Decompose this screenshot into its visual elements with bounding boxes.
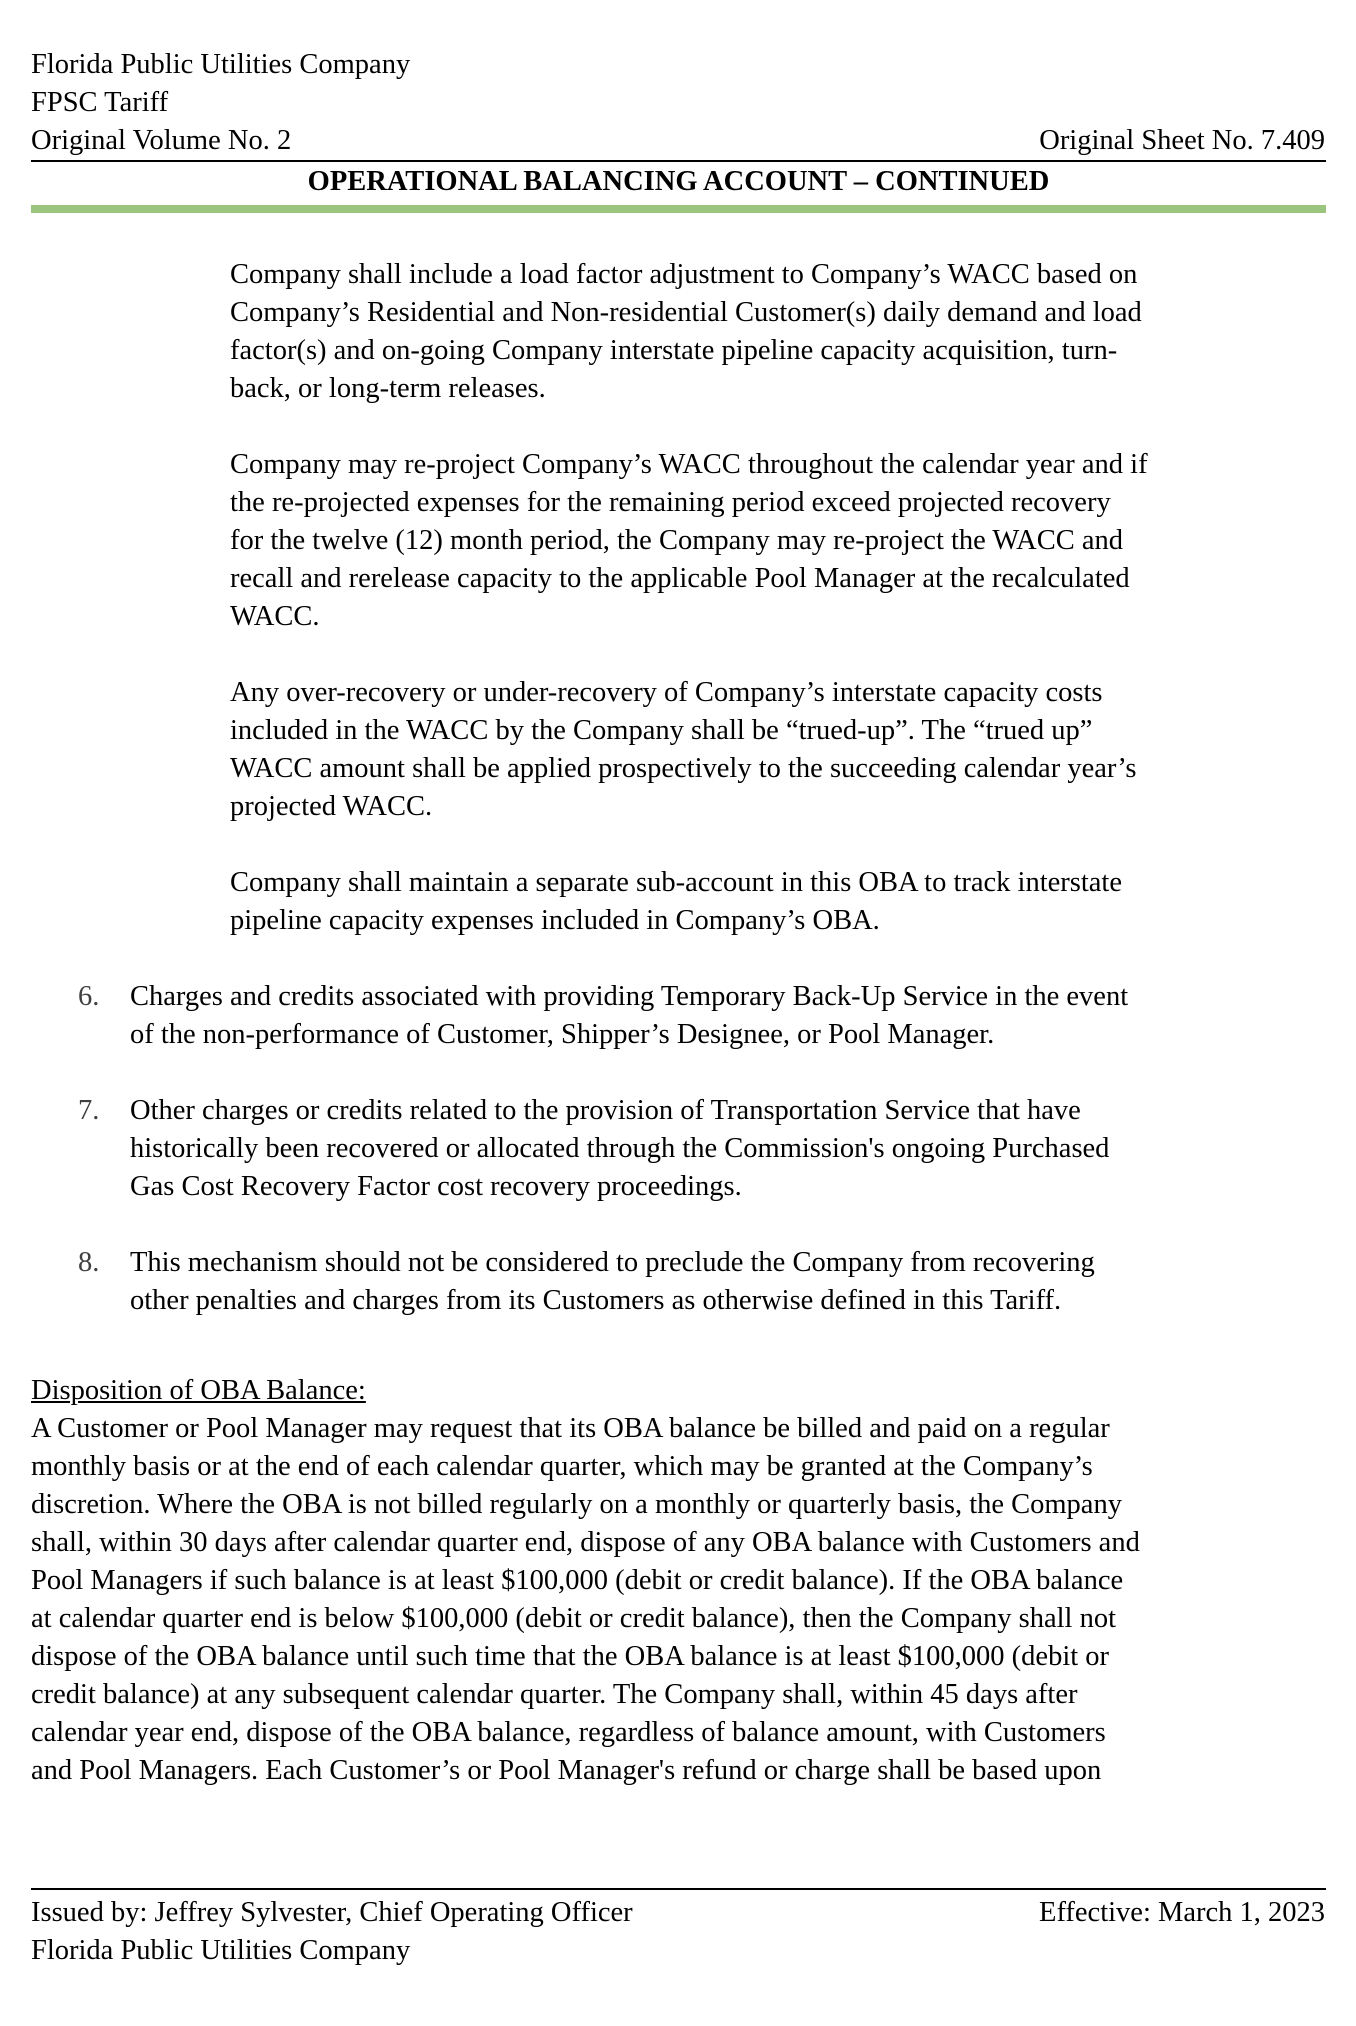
header-tariff: FPSC Tariff	[31, 87, 169, 118]
list-item-line: This mechanism should not be considered to preclude the Company from recovering	[130, 1247, 1095, 1278]
list-item-line: Charges and credits associated with providing Temporary Back-Up Service in the event	[130, 981, 1129, 1012]
paragraph-line: pipeline capacity expenses included in Company’s OBA.	[230, 905, 880, 936]
disposition-line: and Pool Managers. Each Customer’s or Pool Manager's refund or charge shall be based upon	[31, 1755, 1102, 1786]
disposition-body	[31, 1410, 1140, 1790]
list-item-number: 6.	[78, 981, 100, 1012]
header-sheet-number: Original Sheet No. 7.409	[1039, 125, 1325, 156]
section-title: OPERATIONAL BALANCING ACCOUNT – CONTINUED	[307, 166, 1050, 197]
paragraph-line: back, or long-term releases.	[230, 373, 546, 404]
disposition-line: calendar year end, dispose of the OBA balance, regardless of balance amount, with Customers	[31, 1717, 1106, 1748]
list-item-text	[130, 1092, 1109, 1206]
paragraph-true-up	[230, 674, 1326, 826]
paragraph-line: Company shall maintain a separate sub-account in this OBA to track interstate	[230, 867, 1122, 898]
disposition-line: dispose of the OBA balance until such time that the OBA balance is at least $100,000 (debit or	[31, 1641, 1110, 1672]
disposition-heading: Disposition of OBA Balance:	[31, 1375, 366, 1406]
paragraph-sub-account	[230, 864, 1326, 940]
paragraph-line: factor(s) and on-going Company interstate pipeline capacity acquisition, turn-	[230, 335, 1118, 366]
paragraph-line: the re-projected expenses for the remaining period exceed projected recovery	[230, 487, 1111, 518]
list-item-text	[130, 978, 1128, 1054]
list-item-line: of the non-performance of Customer, Shipper’s Designee, or Pool Manager.	[130, 1019, 995, 1050]
disposition-line: shall, within 30 days after calendar quarter end, dispose of any OBA balance with Customers and	[31, 1527, 1140, 1558]
paragraph-line: Company’s Residential and Non-residential Customer(s) daily demand and load	[230, 297, 1142, 328]
list-item-number: 8.	[78, 1247, 100, 1278]
list-item-number: 7.	[78, 1095, 100, 1126]
list-item-line: historically been recovered or allocated through the Commission's ongoing Purchased	[130, 1133, 1110, 1164]
paragraph-line: Company may re-project Company’s WACC throughout the calendar year and if	[230, 449, 1148, 480]
header-volume: Original Volume No. 2	[31, 125, 292, 156]
disposition-line: Pool Managers if such balance is at least $100,000 (debit or credit balance). If the OBA balance	[31, 1565, 1124, 1596]
disposition-line: discretion. Where the OBA is not billed regularly on a monthly or quarterly basis, the Company	[31, 1489, 1122, 1520]
header-divider	[31, 160, 1326, 162]
disposition-line: A Customer or Pool Manager may request that its OBA balance be billed and paid on a regular	[31, 1413, 1110, 1444]
list-item-line: Gas Cost Recovery Factor cost recovery proceedings.	[130, 1171, 742, 1202]
paragraph-line: WACC.	[230, 601, 320, 632]
paragraph-line: projected WACC.	[230, 791, 433, 822]
paragraph-line: WACC amount shall be applied prospectively to the succeeding calendar year’s	[230, 753, 1137, 784]
disposition-line: credit balance) at any subsequent calendar quarter. The Company shall, within 45 days after	[31, 1679, 1078, 1710]
paragraph-line: included in the WACC by the Company shall be “trued-up”. The “trued up”	[230, 715, 1093, 746]
paragraph-line: recall and rerelease capacity to the applicable Pool Manager at the recalculated	[230, 563, 1130, 594]
list-item-line: other penalties and charges from its Customers as otherwise defined in this Tariff.	[130, 1285, 1062, 1316]
paragraph-line: Any over-recovery or under-recovery of Company’s interstate capacity costs	[230, 677, 1103, 708]
disposition-line: at calendar quarter end is below $100,000 (debit or credit balance), then the Company shall not	[31, 1603, 1117, 1634]
footer-effective-date: Effective: March 1, 2023	[1039, 1897, 1325, 1928]
footer-issued-by: Issued by: Jeffrey Sylvester, Chief Operating Officer	[31, 1897, 633, 1928]
footer-divider	[31, 1888, 1326, 1890]
list-item-text	[130, 1244, 1095, 1320]
disposition-line: monthly basis or at the end of each calendar quarter, which may be granted at the Company’s	[31, 1451, 1093, 1482]
paragraph-load-factor	[230, 256, 1326, 408]
paragraph-re-project	[230, 446, 1326, 636]
list-item-line: Other charges or credits related to the provision of Transportation Service that have	[130, 1095, 1081, 1126]
paragraph-line: Company shall include a load factor adjustment to Company’s WACC based on	[230, 259, 1138, 290]
footer-company: Florida Public Utilities Company	[31, 1935, 411, 1966]
section-title-underline	[31, 205, 1326, 213]
header-company: Florida Public Utilities Company	[31, 49, 411, 80]
paragraph-line: for the twelve (12) month period, the Company may re-project the WACC and	[230, 525, 1124, 556]
